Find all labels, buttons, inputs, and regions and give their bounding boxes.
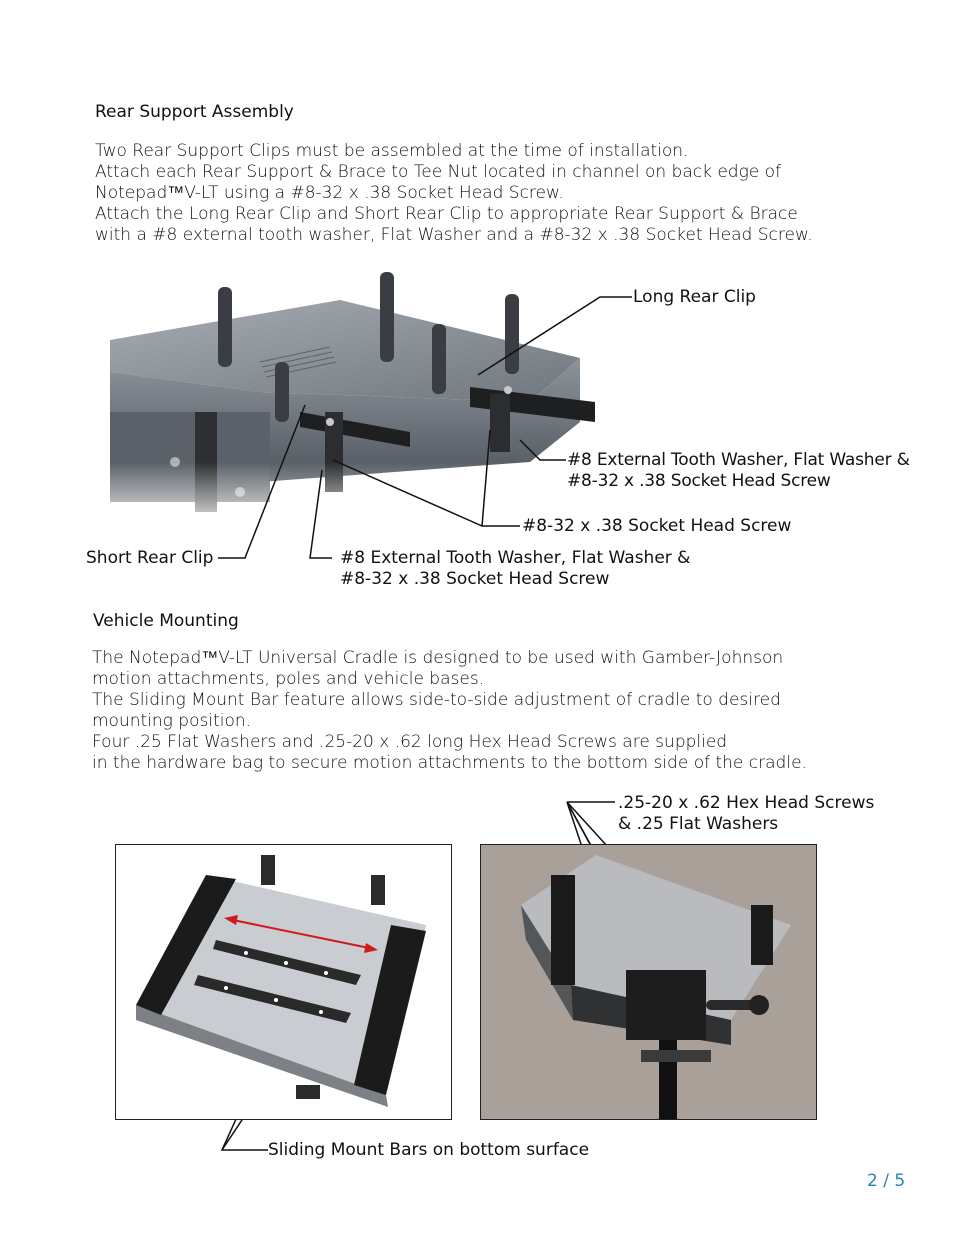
- callout-short-rear-clip: Short Rear Clip: [86, 548, 214, 568]
- paragraph-line: Attach the Long Rear Clip and Short Rear Clip to appropriate Rear Support & Brace: [95, 204, 798, 224]
- paragraph-line: Two Rear Support Clips must be assembled at the time of installation.: [95, 141, 689, 161]
- paragraph-line: Attach each Rear Support & Brace to Tee Nut located in channel on back edge of: [95, 162, 782, 182]
- callout-washer-right-line2: #8-32 x .38 Socket Head Screw: [567, 471, 831, 491]
- callout-hex-screws-line2: & .25 Flat Washers: [618, 814, 779, 834]
- callout-washer-right-line1: #8 External Tooth Washer, Flat Washer &: [567, 450, 910, 470]
- cradle-mounted-photo: [480, 844, 817, 1120]
- callout-washer-left-line2: #8-32 x .38 Socket Head Screw: [340, 569, 610, 589]
- paragraph-line: The Notepad™V-LT Universal Cradle is designed to be used with Gamber-Johnson: [92, 648, 784, 668]
- page-number: 2 / 5: [867, 1171, 906, 1191]
- callout-sliding-mount-bars: Sliding Mount Bars on bottom surface: [268, 1140, 590, 1160]
- rear-support-paragraph: [95, 141, 813, 246]
- paragraph-line: mounting position.: [92, 711, 252, 731]
- paragraph-line: The Sliding Mount Bar feature allows side-to-side adjustment of cradle to desired: [92, 690, 781, 710]
- callout-hex-screws-line1: .25-20 x .62 Hex Head Screws: [618, 793, 875, 813]
- callout-long-rear-clip: Long Rear Clip: [633, 287, 756, 307]
- paragraph-line: in the hardware bag to secure motion attachments to the bottom side of the cradle.: [92, 753, 807, 773]
- callout-socket-head-screw: #8-32 x .38 Socket Head Screw: [522, 516, 792, 536]
- paragraph-line: Four .25 Flat Washers and .25-20 x .62 long Hex Head Screws are supplied: [92, 732, 728, 752]
- paragraph-line: with a #8 external tooth washer, Flat Washer and a #8-32 x .38 Socket Head Screw.: [95, 225, 813, 245]
- cradle-bottom-photo: [115, 844, 452, 1120]
- section-heading-vehicle-mounting: Vehicle Mounting: [93, 611, 239, 631]
- section-heading-rear-support: Rear Support Assembly: [95, 102, 294, 122]
- vehicle-mounting-paragraph: [92, 648, 807, 774]
- paragraph-line: motion attachments, poles and vehicle bases.: [92, 669, 485, 689]
- rear-support-assembly-image: [110, 262, 610, 534]
- paragraph-line: Notepad™V-LT using a #8-32 x .38 Socket Head Screw.: [95, 183, 564, 203]
- callout-washer-left-line1: #8 External Tooth Washer, Flat Washer &: [340, 548, 691, 568]
